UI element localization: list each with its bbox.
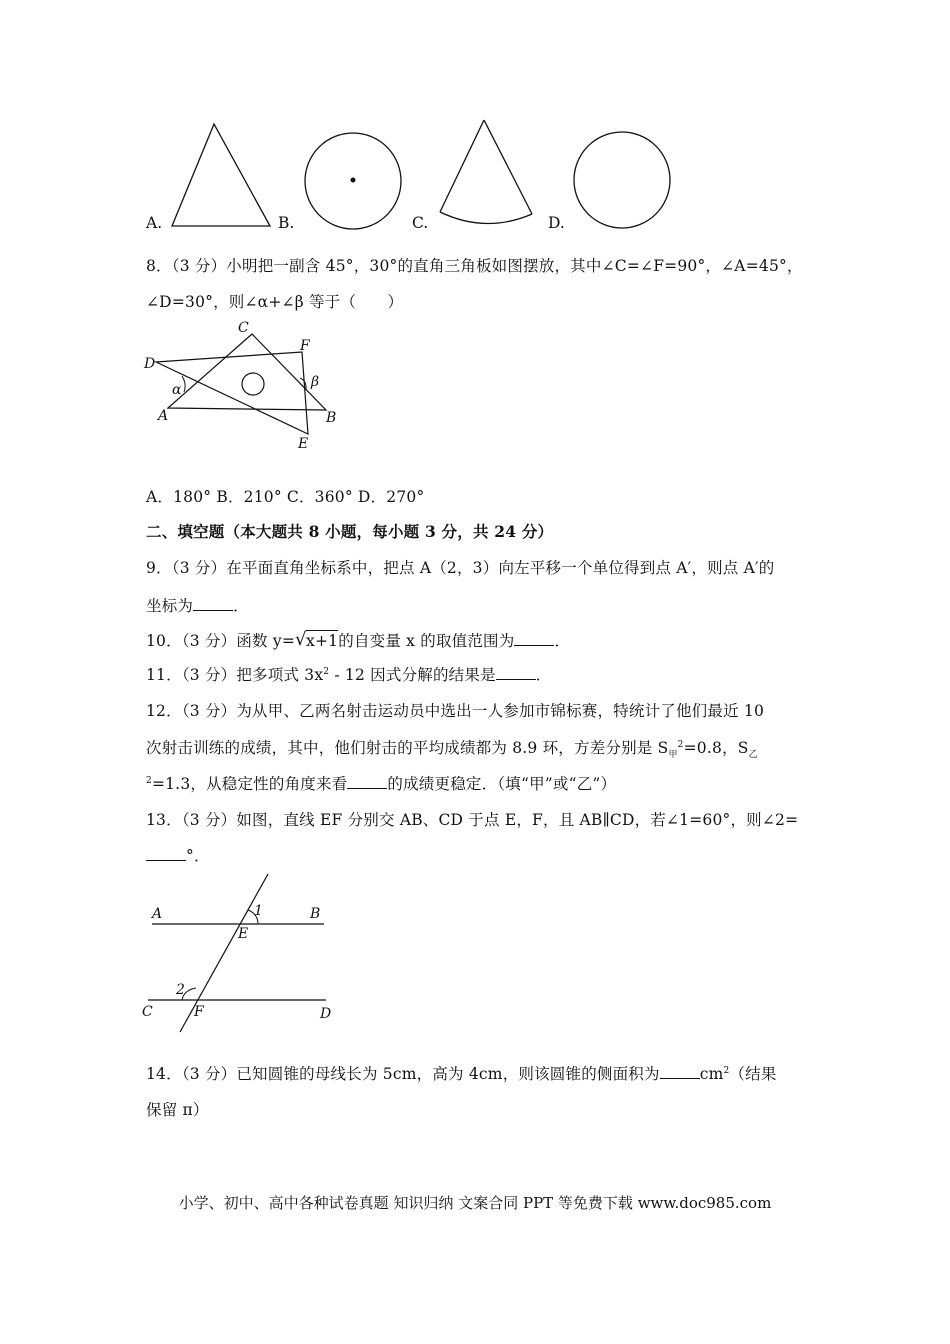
option-c-cone-figure (436, 116, 538, 228)
option-d-label: D. (548, 214, 565, 232)
q9-line2-end: ． (233, 597, 249, 615)
q12-text-line2 (146, 736, 758, 760)
q11-answer-blank (496, 665, 536, 680)
q8-label-d: D (144, 356, 156, 372)
option-b-label: B. (278, 214, 295, 232)
q14-unit: cm (699, 1065, 724, 1083)
q13-label-e: E (238, 926, 249, 942)
option-b-circle-figure (300, 128, 406, 234)
q10-text (146, 629, 570, 651)
q8-text-line1: 8．（3 分）小明把一副含 45°，30°的直角三角板如图摆放，其中∠C=∠F=90°，∠A=45°， (146, 257, 803, 275)
q12-sup-1: 2 (677, 739, 684, 750)
q10-sqrt-expression (295, 629, 339, 650)
option-d-circle-figure (570, 128, 674, 232)
section2-title: 二、填空题（本大题共 8 小题，每小题 3 分，共 24 分） (146, 522, 554, 541)
q8-label-f: F (300, 338, 310, 354)
q14-line1-text: 14．（3 分）已知圆锥的母线长为 5cm，高为 4cm，则该圆锥的侧面积为 (146, 1065, 660, 1083)
q13-label-d: D (320, 1006, 332, 1022)
option-a-label: A. (146, 214, 163, 232)
q10-text-post: 的自变量 x 的取值范围为 (338, 632, 515, 650)
q13-line2-end: °． (186, 847, 210, 865)
q11-text-post: - 12 因式分解的结果是 (329, 666, 496, 684)
q9-text-line2 (146, 594, 249, 616)
q11-text-pre: 11．（3 分）把多项式 3x (146, 666, 324, 684)
page-footer: 小学、初中、高中各种试卷真题 知识归纳 文案合同 PPT 等免费下载 www.doc985.com (178, 1194, 772, 1212)
q13-label-c: C (142, 1004, 153, 1020)
q13-text-line2 (146, 844, 210, 866)
q10-answer-blank (514, 631, 554, 646)
q13-label-1: 1 (254, 903, 263, 919)
option-a-triangle-figure (168, 118, 276, 230)
q13-label-2: 2 (176, 982, 185, 998)
q11-text (146, 663, 551, 685)
q12-text-line1: 12．（3 分）为从甲、乙两名射击运动员中选出一人参加市锦标赛，特统计了他们最近 10 (146, 702, 765, 720)
q13-label-b: B (310, 906, 321, 922)
q13-text-line1: 13．（3 分）如图，直线 EF 分别交 AB、CD 于点 E，F，且 AB∥CD，若∠1=60°，则∠2= (146, 811, 799, 829)
q13-parallel-lines-figure (140, 870, 340, 1036)
q10-text-pre: 10．（3 分）函数 y= (146, 632, 296, 650)
q8-label-beta: β (311, 374, 320, 390)
q8-text-line2: ∠D=30°，则∠α+∠β 等于（ ） (146, 293, 404, 311)
q9-line2-text: 坐标为 (146, 597, 194, 615)
q14-text-line1 (146, 1062, 777, 1084)
q8-triangles-figure (140, 318, 350, 458)
q11-exponent: 2 (323, 666, 330, 677)
q8-label-a: A (158, 408, 169, 424)
q12-sub-yi: 乙 (748, 750, 758, 761)
q12-sup-2: 2 (146, 775, 152, 786)
option-c-label: C. (412, 214, 429, 232)
q10-text-end: ． (554, 632, 571, 650)
q8-options: A．180° B．210° C．360° D．270° (146, 488, 425, 506)
q8-label-e: E (298, 436, 309, 452)
q12-line3-text: =1.3，从稳定性的角度来看 (151, 775, 348, 793)
q12-line2-text: 次射击训练的成绩，其中，他们射击的平均成绩都为 8.9 环，方差分别是 S (146, 739, 669, 757)
q13-label-a: A (152, 906, 163, 922)
q14-text-line2: 保留 π） (146, 1101, 209, 1119)
q12-line3-end: 的成绩更稳定．（填“甲”或“乙”） (387, 775, 617, 793)
q9-text-line1: 9．（3 分）在平面直角坐标系中，把点 A（2，3）向左平移一个单位得到点 A′，则点 A′的 (146, 559, 775, 577)
q12-line2-mid: =0.8，S (683, 739, 749, 757)
q14-line1-end: （结果 (729, 1065, 777, 1083)
q12-text-line3 (146, 772, 616, 794)
q11-text-end: ． (535, 666, 552, 684)
q8-label-alpha: α (172, 382, 182, 398)
q13-answer-blank (146, 846, 186, 861)
q8-label-b: B (326, 410, 337, 426)
radical-sign-icon: √ (295, 629, 307, 650)
q14-unit-exponent: 2 (723, 1065, 730, 1076)
q13-label-f: F (194, 1004, 204, 1020)
q10-radicand: x+1 (306, 632, 339, 650)
q12-answer-blank (347, 774, 387, 789)
q9-answer-blank (193, 596, 233, 611)
q12-sub-jia: 甲 (668, 750, 678, 761)
q14-answer-blank (660, 1064, 700, 1079)
q8-label-c: C (238, 320, 249, 336)
